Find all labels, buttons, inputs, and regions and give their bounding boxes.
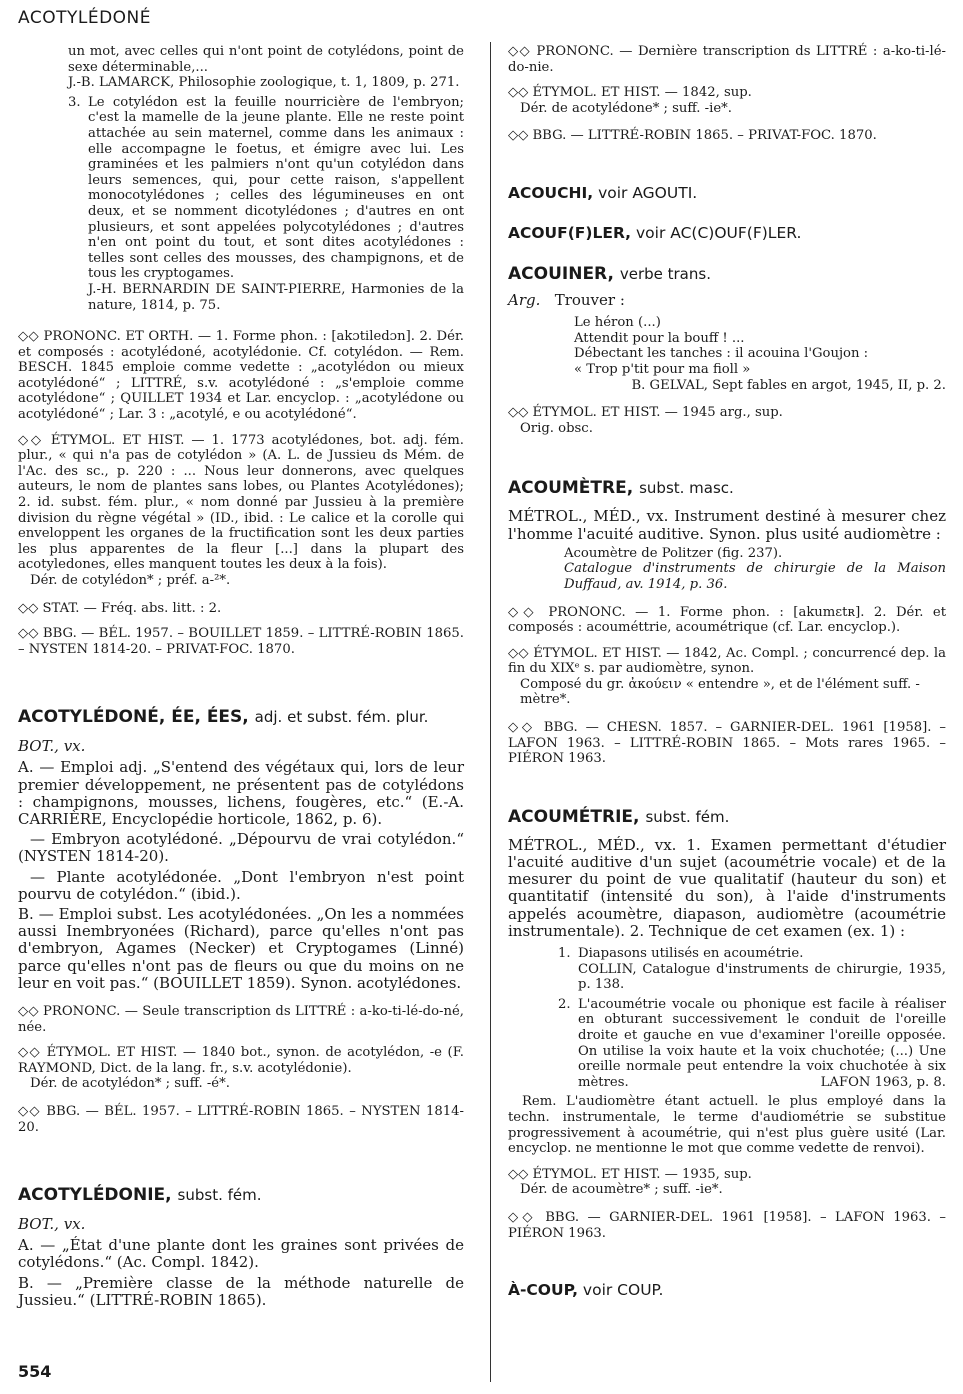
- etymol-text: ◇◇ ÉTYMOL. ET HIST. — 1842, sup.: [508, 85, 752, 101]
- quote-source: J.-B. LAMARCK, Philosophie zoologique, t. 1, 1809, p. 271.: [68, 75, 460, 91]
- lemma-grammar: subst. fém.: [177, 1186, 262, 1205]
- definition: MÉTROL., MÉD., vx. 1. Examen permettant d'étudier l'acuité auditive d'un sujet (acoumétrie vocale) et de la mesurer du point de vue qualitatif (hauteur du son) et quantitatif (intensité du son), à l'aide d'instruments appelés acoumètre, diapason, audiomètre (acoumétrie instrumentale). 2. Technique de cet examen (ex. 1) :: [508, 835, 946, 940]
- bbg-line: ◇◇ BBG. — BÉL. 1957. – BOUILLET 1859. – LITTRÉ-ROBIN 1865. – NYSTEN 1814-20. – PRIVAT-FOC. 1870.: [18, 626, 464, 657]
- prononc-line: ◇◇ PRONONC. — Dernière transcription ds LITTRÉ : a-ko-ti-lé-do-nie.: [508, 44, 946, 75]
- etymol-block: [18, 433, 464, 589]
- example-number: 2.: [558, 996, 571, 1012]
- quote-text: un mot, avec celles qui n'ont point de cotylédons, point de sexe déterminable,...: [68, 44, 464, 75]
- left-column: [18, 44, 464, 1312]
- quote-lamarck: [68, 44, 464, 91]
- quote-item: [68, 95, 464, 313]
- quote-text: Acoumètre de Politzer (fig. 237).: [564, 545, 783, 561]
- entry-lemma: [18, 1185, 464, 1205]
- bbg-line: ◇◇ BBG. — BÉL. 1957. – LITTRÉ-ROBIN 1865. – NYSTEN 1814-20.: [18, 1103, 464, 1135]
- etymol-text: ◇◇ ÉTYMOL. ET HIST. — 1. 1773 acotylédones, bot. adj. fém. plur., « qui n'a pas de cotylédon » (A. L. de Jussieu ds Mém. de l'Ac. des sc., p. 220 : ... Nous leur donnerons, avec quelques auteurs, le nom de plantes sans lobes, ou Plantes Acotylédones); 2. id. subst. fém. plur., « nom donné par Jussieu à la première division du règne végétal » (ID., ibid. : Le calice et la corolle qui enveloppent les organes de la fructification sont les deux parties les plus apparentes de la fleur [...] dans la plupart des acotyledones, elles manquent toutes les deux à la fois).: [18, 432, 464, 573]
- etymol-text: ◇◇ ÉTYMOL. ET HIST. — 1842, Ac. Compl. ; concurrencé dep. la fin du XIXᵉ s. par audiomètre, synon.: [508, 645, 946, 677]
- etymol-text: ◇◇ ÉTYMOL. ET HIST. — 1935, sup.: [508, 1166, 752, 1182]
- verse-line: Débectant les tanches : il acouina l'Goujon :: [574, 346, 869, 362]
- etymol-text: ◇◇ ÉTYMOL. ET HIST. — 1840 bot., synon. de acotylédon, -e (F. RAYMOND, Dict. de la lang. fr., s.v. acotylédonie).: [18, 1045, 464, 1076]
- etymol-block: [508, 405, 946, 436]
- bbg-line: ◇◇ BBG. — CHESN. 1857. – GARNIER-DEL. 1961 [1958]. – LAFON 1963. – LITTRÉ-ROBIN 1865. – Mots rares 1965. – PIÉRON 1963.: [508, 720, 946, 767]
- lemma-word: ACOUMÈTRE,: [508, 478, 634, 499]
- prononc-line: ◇◇ PRONONC. — 1. Forme phon. : [akumɛtʀ]. 2. Dér. et composés : acouméttrie, acoumétrique (cf. Lar. encyclop.).: [508, 604, 946, 636]
- lemma-grammar: subst. masc.: [639, 479, 734, 498]
- quote-duffaud: [564, 546, 946, 593]
- entry-lemma: [508, 264, 946, 284]
- column-divider: [490, 42, 491, 1382]
- domain-label: Arg.: [508, 290, 541, 309]
- etymol-derivation: Dér. de acoumètre* ; suff. -ie*.: [520, 1182, 723, 1198]
- verse-quote: [574, 315, 946, 393]
- remark: Rem. L'audiomètre étant actuell. le plus employé dans la techn. instrumentale, le terme d'audiométrie se substitue progressivement à acoumétrie, qui n'est plus guère usité (Lar. encyclop. ne mentionne le mot que comme vedette de renvoi).: [508, 1094, 946, 1157]
- lemma-word: ACOTYLÉDONÉ, ÉE, ÉES,: [18, 707, 249, 728]
- etymol-derivation: Dér. de cotylédon* ; préf. a-²*.: [30, 573, 231, 588]
- verse-line: Le héron (...): [574, 315, 661, 331]
- etymol-derivation: Dér. de acotylédon* ; suff. -é*.: [30, 1076, 230, 1092]
- page-number: 554: [18, 1362, 52, 1381]
- bbg-line: ◇◇ BBG. — GARNIER-DEL. 1961 [1958]. – LAFON 1963. – PIÉRON 1963.: [508, 1209, 946, 1241]
- right-column: [508, 44, 946, 1321]
- etymol-derivation: Composé du gr. ἀκούειν « entendre », et de l'élément suff. -mètre*.: [520, 676, 920, 708]
- etymol-block: [508, 646, 946, 708]
- verse-line: « Trop p'tit pour ma fioll »: [574, 361, 751, 377]
- definition: MÉTROL., MÉD., vx. Instrument destiné à mesurer chez l'homme l'acuité auditive. Synon. plus usité audiomètre :: [508, 507, 946, 543]
- example-item: [558, 946, 946, 993]
- crossref-target: voir AC(C)OUF(F)LER.: [636, 223, 802, 242]
- lemma-grammar: verbe trans.: [619, 264, 711, 283]
- definition-a: A. — „État d'une plante dont les graines sont privées de cotylédons.“ (Ac. Compl. 1842).: [18, 1236, 464, 1272]
- example-source: LAFON 1963, p. 8.: [820, 1074, 946, 1090]
- verse-line: Attendit pour la bouff ! ...: [574, 330, 745, 346]
- definition-b: B. — „Première classe de la méthode naturelle de Jussieu.“ (LITTRÉ-ROBIN 1865).: [18, 1273, 464, 1309]
- example-number: 1.: [558, 946, 571, 962]
- lemma-word: ACOUCHI,: [508, 183, 594, 202]
- etymol-derivation: Orig. obsc.: [520, 420, 593, 436]
- verse-source: B. GELVAL, Sept fables en argot, 1945, II, p. 2.: [631, 377, 946, 393]
- running-head: ACOTYLÉDONÉ: [18, 8, 151, 28]
- lemma-word: ACOTYLÉDONIE,: [18, 1185, 172, 1206]
- quote-number: 3.: [68, 94, 81, 110]
- crossref-target: voir COUP.: [582, 1281, 664, 1300]
- etymol-derivation: Dér. de acotylédone* ; suff. -ie*.: [520, 100, 732, 116]
- crossref-acouchi: [508, 184, 946, 202]
- domain-label: BOT., vx.: [18, 1215, 86, 1234]
- definition-a2: — Embryon acotylédoné. „Dépourvu de vrai cotylédon.“ (NYSTEN 1814-20).: [18, 830, 464, 866]
- example-text: L'acoumétrie vocale ou phonique est facile à réaliser en obturant successivement le conduit de l'oreille droite et gauche en vue d'examiner l'oreille opposée. On utilise la voix haute et la voix chuchotée; (...) Une oreille normale peut entendre la voix chuchotée à six mètres.: [578, 996, 946, 1090]
- quote-source: J.-H. BERNARDIN DE SAINT-PIERRE, Harmonies de la nature, 1814, p. 75.: [88, 281, 464, 313]
- definition-text: Trouver :: [554, 290, 625, 309]
- quote-source: Catalogue d'instruments de chirurgie de la Maison Duffaud, av. 1914, p. 36.: [564, 561, 946, 592]
- example-text: Diapasons utilisés en acoumétrie.: [578, 946, 804, 962]
- lemma-word: ACOUF(F)LER,: [508, 223, 632, 242]
- etymol-text: ◇◇ ÉTYMOL. ET HIST. — 1945 arg., sup.: [508, 405, 783, 421]
- lemma-grammar: adj. et subst. fém. plur.: [254, 708, 429, 727]
- entry-lemma: [18, 707, 464, 727]
- definition-b: B. — Emploi subst. Les acotylédonées. „On les a nommées aussi Inembryonées (Richard), parce qu'elles n'ont pas d'embryon, Agames (Necker) et Cryptogames (Linné) parce qu'elles n'ont pas de fleurs ou que du moins on ne leur en voit pas.“ (BOUILLET 1859). Synon. acotylédones.: [18, 905, 464, 992]
- domain-label: BOT., vx.: [18, 737, 86, 756]
- definition-a: A. — Emploi adj. „S'entend des végétaux qui, lors de leur premier développement, ne présentent pas de cotylédons : champignons, mousses, lichens, fougères, etc.“ (E.-A. CARRIÈRE, Encyclopédie horticole, 1862, p. 6).: [18, 758, 464, 828]
- quote-list: [68, 95, 464, 313]
- etymol-block: [508, 85, 946, 116]
- prononc-line: ◇◇ PRONONC. — Seule transcription ds LITTRÉ : a-ko-ti-lé-do-né, née.: [18, 1004, 464, 1035]
- example-item: [558, 997, 946, 1091]
- lemma-word: ACOUMÉTRIE,: [508, 806, 640, 827]
- definition-a3: — Plante acotylédonée. „Dont l'embryon n'est point pourvu de cotylédon.“ (ibid.).: [18, 867, 464, 903]
- entry-lemma: [508, 807, 946, 827]
- bbg-line: ◇◇ BBG. — LITTRÉ-ROBIN 1865. – PRIVAT-FOC. 1870.: [508, 128, 877, 144]
- example-source: COLLIN, Catalogue d'instruments de chirurgie, 1935, p. 138.: [578, 961, 946, 993]
- lemma-word: ACOUINER,: [508, 263, 614, 284]
- definition: [508, 292, 946, 309]
- stat-line: ◇◇ STAT. — Fréq. abs. litt. : 2.: [18, 600, 222, 616]
- crossref-acoup: [508, 1281, 946, 1299]
- crossref-acoufler: [508, 224, 946, 242]
- example-list: [558, 946, 946, 1090]
- prononc-orth: ◇◇ PRONONC. ET ORTH. — 1. Forme phon. : [akɔtiledɔn]. 2. Dér. et composés : acotylédoné, acotylédonie. Cf. cotylédon. — Rem. BESCH. 1845 emploie comme vedette : „acotylédon ou mieux acotylédoné“ ; LITTRÉ, s.v. acotylédoné : „s'emploie comme acotylédone“ ; QUILLET 1934 et Lar. encyclop. : „acotylédone ou acotylédoné“ ; Lar. 3 : „acotylé, e ou acotylédoné“.: [18, 329, 464, 423]
- crossref-target: voir AGOUTI.: [598, 183, 698, 202]
- etymol-block: [508, 1167, 946, 1198]
- lemma-grammar: subst. fém.: [645, 807, 730, 826]
- etymol-block: [18, 1045, 464, 1092]
- lemma-word: À-COUP,: [508, 1281, 578, 1300]
- entry-lemma: [508, 478, 946, 498]
- quote-text: Le cotylédon est la feuille nourricière de l'embryon; c'est la mamelle de la jeune plante. Elle ne reste point attachée au sein maternel, comme dans les animaux : elle accompagne le foetus, et émigre avec lui. Les graminées et les palmiers n'ont qu'un cotylédon dans leurs semences, qui, pour cette raison, s'appellent monocotylédones ; celles des légumineuses en ont deux, et se nomment dicotylédones ; d'autres en ont plusieurs, et sont appelées polycotylédones ; d'autres n'en ont point du tout, et sont dites acotylédones : telles sont celles des mousses, des champignons, et de tous les cryptogames.: [88, 94, 464, 282]
